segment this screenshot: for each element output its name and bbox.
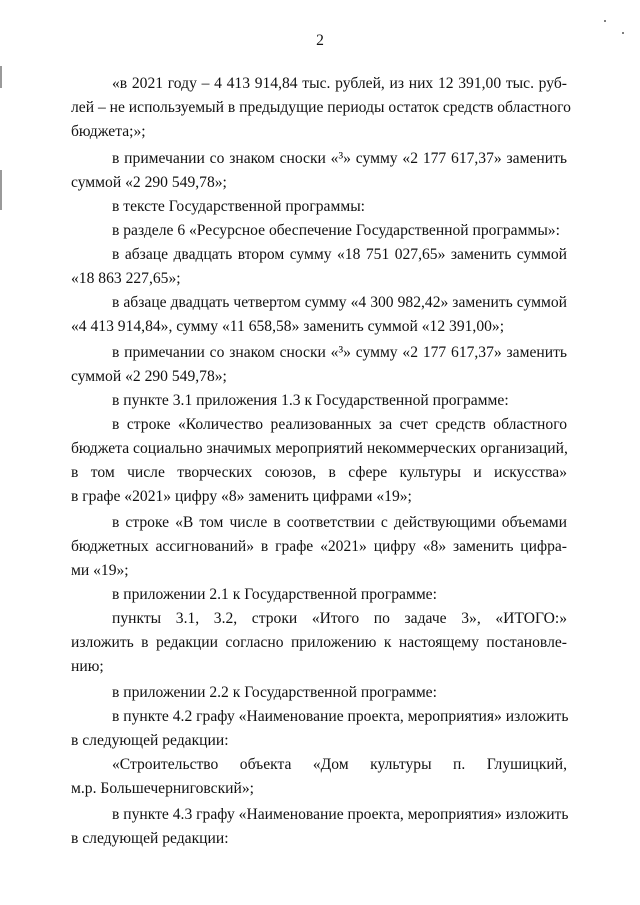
text-line: в примечании со знаком сноски «³» сумму «2 177 617,37» заменить xyxy=(112,344,567,361)
text-line: в приложении 2.2 к Государственной программе: xyxy=(112,684,437,701)
text-line: «4 413 914,84», сумму «11 658,58» заменить суммой «12 391,00»; xyxy=(71,318,505,335)
page-number: 2 xyxy=(316,32,324,49)
text-line: пункты 3.1, 3.2, строки «Итого по задаче 3», «ИТОГО:» xyxy=(112,610,567,627)
text-line: в разделе 6 «Ресурсное обеспечение Государственной программы»: xyxy=(112,222,560,239)
text-line: лей – не используемый в предыдущие периоды остаток средств областного xyxy=(71,99,571,116)
scan-edge-mark xyxy=(0,170,2,210)
text-line: в строке «В том числе в соответствии с действующими объемами xyxy=(112,514,567,531)
text-line: ми «19»; xyxy=(71,562,129,579)
text-line: суммой «2 290 549,78»; xyxy=(71,174,227,191)
text-line: «18 863 227,65»; xyxy=(71,270,181,287)
text-line: в абзаце двадцать втором сумму «18 751 027,65» заменить суммой xyxy=(112,246,567,263)
text-line: в следующей редакции: xyxy=(71,732,229,749)
text-line: м.р. Большечерниговский»; xyxy=(71,780,254,797)
text-line: бюджета;»; xyxy=(71,123,146,140)
text-line: в строке «Количество реализованных за счет средств областного xyxy=(112,416,567,433)
text-line: в графе «2021» цифру «8» заменить цифрами «19»; xyxy=(71,488,412,505)
text-line: в следующей редакции: xyxy=(71,830,229,847)
text-line: в приложении 2.1 к Государственной программе: xyxy=(112,586,437,603)
scan-edge-mark xyxy=(0,66,2,88)
text-line: суммой «2 290 549,78»; xyxy=(71,368,227,385)
text-line: в примечании со знаком сноски «³» сумму «2 177 617,37» заменить xyxy=(112,150,567,167)
text-line: в пункте 4.2 графу «Наименование проекта, мероприятия» изложить xyxy=(112,708,569,725)
text-line: нию; xyxy=(71,658,104,675)
text-line: в абзаце двадцать четвертом сумму «4 300 982,42» заменить суммой xyxy=(112,294,567,311)
text-line: изложить в редакции согласно приложению к настоящему постановле- xyxy=(71,634,567,651)
text-line: бюджетных ассигнований» в графе «2021» цифру «8» заменить цифра- xyxy=(71,538,567,555)
text-line: бюджета социально значимых мероприятий некоммерческих организаций, xyxy=(71,440,568,457)
text-line: «Строительство объекта «Дом культуры п. Глушицкий, xyxy=(112,756,567,773)
text-line: в пункте 3.1 приложения 1.3 к Государственной программе: xyxy=(112,392,509,409)
text-line: «в 2021 году – 4 413 914,84 тыс. рублей, из них 12 391,00 тыс. руб- xyxy=(112,75,567,92)
text-line: в пункте 4.3 графу «Наименование проекта, мероприятия» изложить xyxy=(112,806,569,823)
text-line: в том числе творческих союзов, в сфере культуры и искусства» xyxy=(71,464,567,481)
scan-speck xyxy=(604,20,606,22)
text-line: в тексте Государственной программы: xyxy=(112,198,366,215)
